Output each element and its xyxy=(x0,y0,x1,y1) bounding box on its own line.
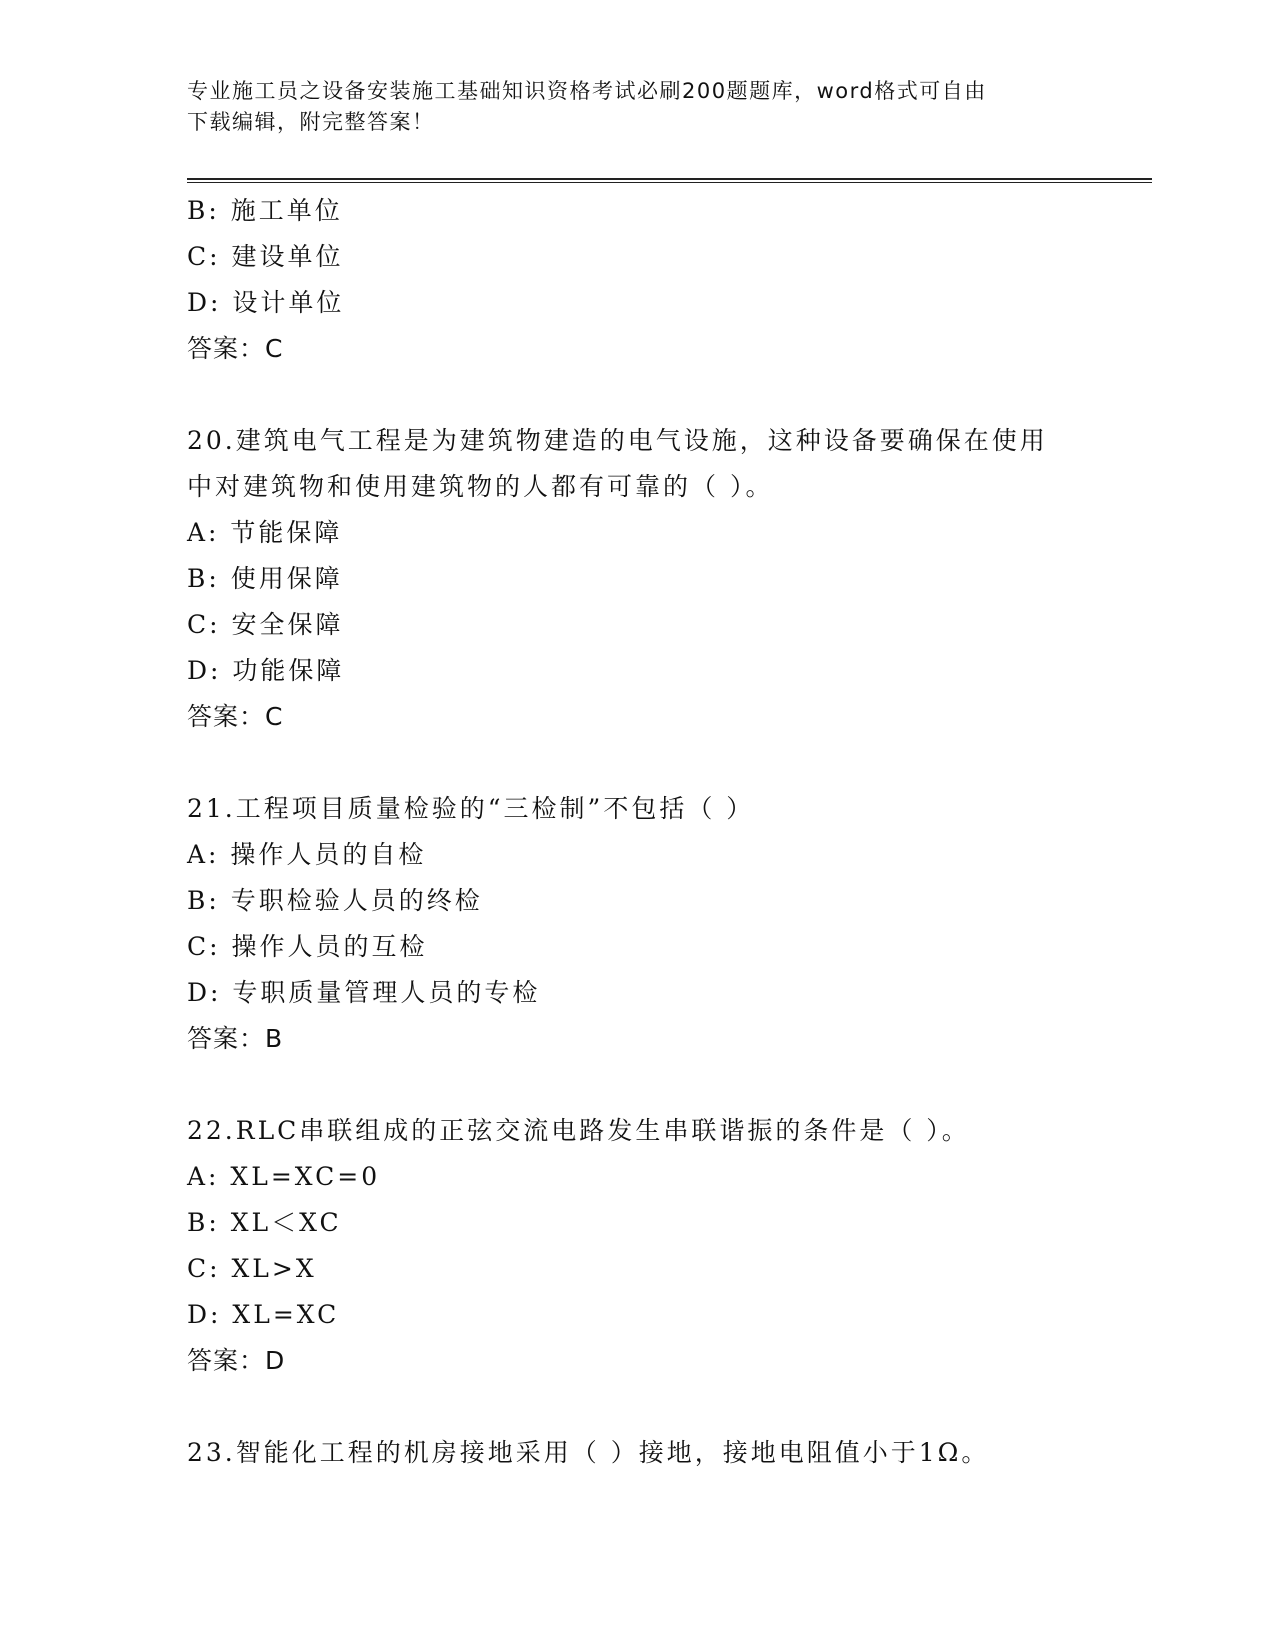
question-text: 23.智能化工程的机房接地采用（ ）接地，接地电阻值小于1Ω。 xyxy=(187,1438,990,1467)
option-b: B: 专职检验人员的终检 xyxy=(187,886,483,915)
option-c: C: 操作人员的互检 xyxy=(187,932,428,961)
question-list xyxy=(187,188,1147,1476)
document-header xyxy=(187,76,1087,138)
header-divider xyxy=(187,178,1152,184)
question-text: 22.RLC串联组成的正弦交流电路发生串联谐振的条件是（ ）。 xyxy=(187,1116,970,1145)
option-b: B: 施工单位 xyxy=(187,196,343,225)
question-22 xyxy=(187,1108,1147,1384)
option-b: B: XL＜XC xyxy=(187,1208,342,1237)
header-line-1: 专业施工员之设备安装施工基础知识资格考试必刷200题题库，word格式可自由 xyxy=(187,79,987,103)
option-c: C: XL>X xyxy=(187,1254,317,1283)
option-a: A: 节能保障 xyxy=(187,518,343,547)
question-23 xyxy=(187,1430,1147,1476)
answer-line: 答案：C xyxy=(187,334,284,363)
header-line-2: 下载编辑，附完整答案！ xyxy=(187,110,435,134)
option-a: A: 操作人员的自检 xyxy=(187,840,427,869)
option-a: A: XL=XC=0 xyxy=(187,1162,381,1191)
option-d: D: 专职质量管理人员的专检 xyxy=(187,978,541,1007)
option-c: C: 安全保障 xyxy=(187,610,344,639)
option-d: D: 设计单位 xyxy=(187,288,345,317)
question-text: 20.建筑电气工程是为建筑物建造的电气设施，这种设备要确保在使用 xyxy=(187,426,1048,455)
answer-line: 答案：B xyxy=(187,1024,284,1053)
option-b: B: 使用保障 xyxy=(187,564,343,593)
option-d: D: XL=XC xyxy=(187,1300,340,1329)
question-text: 21.工程项目质量检验的“三检制”不包括（ ） xyxy=(187,794,755,823)
question-fragment xyxy=(187,188,1147,372)
question-text: 中对建筑物和使用建筑物的人都有可靠的（ ）。 xyxy=(187,472,774,501)
answer-line: 答案：C xyxy=(187,702,284,731)
question-21 xyxy=(187,786,1147,1062)
option-d: D: 功能保障 xyxy=(187,656,345,685)
answer-line: 答案：D xyxy=(187,1346,286,1375)
option-c: C: 建设单位 xyxy=(187,242,344,271)
question-20 xyxy=(187,418,1147,740)
